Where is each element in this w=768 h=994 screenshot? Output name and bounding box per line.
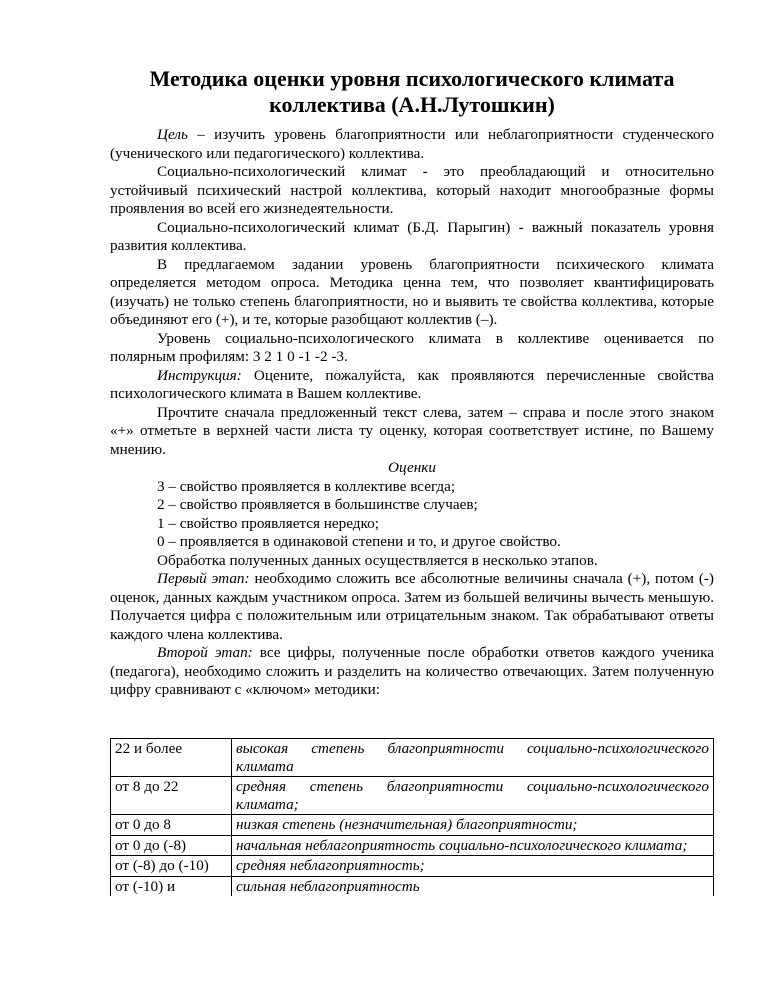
table-row bbox=[111, 835, 714, 856]
stage2-label: Второй этап: bbox=[157, 644, 253, 661]
scale-item-0: 0 – проявляется в одинаковой степени и то, и другое свойство. bbox=[157, 533, 561, 550]
instruction-label: Инструкция: bbox=[157, 366, 242, 384]
key-range: от 8 до 22 bbox=[111, 777, 232, 815]
key-description: низкая степень (незначительная) благоприятности; bbox=[232, 815, 714, 836]
key-description: средняя неблагоприятность; bbox=[232, 856, 714, 877]
table-row bbox=[111, 815, 714, 836]
stage1-label: Первый этап: bbox=[157, 570, 250, 587]
processing-paragraph: Обработка полученных данных осуществляется в несколько этапов. bbox=[157, 551, 598, 569]
instruction-text: Оцените, пожалуйста, как проявляются перечисленные свойства психологического климата в Вашем коллективе. bbox=[110, 366, 714, 402]
key-description: высокая степень благоприятности социально-психологического климата bbox=[232, 739, 714, 777]
key-description: средняя степень благоприятности социально-психологического климата; bbox=[232, 777, 714, 815]
read-paragraph: Прочтите сначала предложенный текст слева, затем – справа и после этого знаком «+» отметьте в верхней части листа ту оценку, которая соответствует истине, по Вашему мнению. bbox=[110, 403, 714, 458]
method-paragraph: В предлагаемом задании уровень благоприятности психического климата определяется методом опроса. Методика ценна тем, что позволяет квантифицировать (изучать) не только степень благоприятности, но и выявить те свойства коллектива, которые объединяют его (+), и те, которые разобщают коллектив (–). bbox=[110, 255, 714, 328]
key-description: сильная неблагоприятность bbox=[232, 876, 714, 896]
document-page bbox=[110, 66, 715, 895]
goal-text: – изучить уровень благоприятности или неблагоприятности студенческого (ученического или педагогического) коллектива. bbox=[110, 126, 714, 162]
table-row bbox=[111, 777, 714, 815]
definition-paragraph-2: Социально-психологический климат (Б.Д. Парыгин) - важный показатель уровня развития коллектива. bbox=[110, 218, 714, 254]
stage2-text: все цифры, полученные после обработки ответов каждого ученика (педагога), необходимо сложить и разделить на количество отвечающих. Затем полученную цифру сравнивают с «ключом» методики: bbox=[110, 644, 715, 698]
stage1-paragraph bbox=[110, 570, 714, 644]
instruction-paragraph bbox=[110, 367, 714, 404]
level-paragraph: Уровень социально-психологического климата в коллективе оценивается по полярным профилям: 3 2 1 0 -1 -2 -3. bbox=[110, 329, 714, 365]
key-range: от (-8) до (-10) bbox=[111, 856, 232, 877]
goal-paragraph bbox=[110, 126, 714, 163]
key-range: 22 и более bbox=[111, 739, 232, 777]
key-description: начальная неблагоприятность социально-психологического климата; bbox=[232, 835, 714, 856]
table-row bbox=[111, 876, 714, 896]
page-title: Методика оценки уровня психологического климата коллектива (А.Н.Лутошкин) bbox=[149, 66, 675, 117]
stage2-paragraph bbox=[110, 644, 714, 700]
table-row bbox=[111, 856, 714, 877]
stage1-text: необходимо сложить все абсолютные величины сначала (+), потом (-) оценок, данных каждым участником опроса. Затем из большей величины вычесть меньшую. Получается цифра с положительным или отрицательным знаком. Так обрабатывают ответы каждого члена коллектива. bbox=[110, 570, 714, 643]
goal-label: Цель bbox=[157, 126, 188, 143]
key-range: от 0 до (-8) bbox=[111, 835, 232, 856]
definition-paragraph-1: Социально-психологический климат - это преобладающий и относительно устойчивый психический настрой коллектива, который находит многообразные формы проявления во всей его жизнедеятельности. bbox=[110, 163, 714, 217]
key-table bbox=[110, 738, 714, 896]
scale-item-2: 2 – свойство проявляется в большинстве случаев; bbox=[157, 496, 478, 513]
scale-item-3: 3 – свойство проявляется в коллективе всегда; bbox=[157, 477, 456, 495]
key-range: от (-10) и bbox=[111, 876, 232, 896]
scale-heading: Оценки bbox=[388, 459, 436, 476]
table-row bbox=[111, 739, 714, 777]
key-range: от 0 до 8 bbox=[111, 815, 232, 836]
scale-item-1: 1 – свойство проявляется нередко; bbox=[157, 514, 379, 532]
